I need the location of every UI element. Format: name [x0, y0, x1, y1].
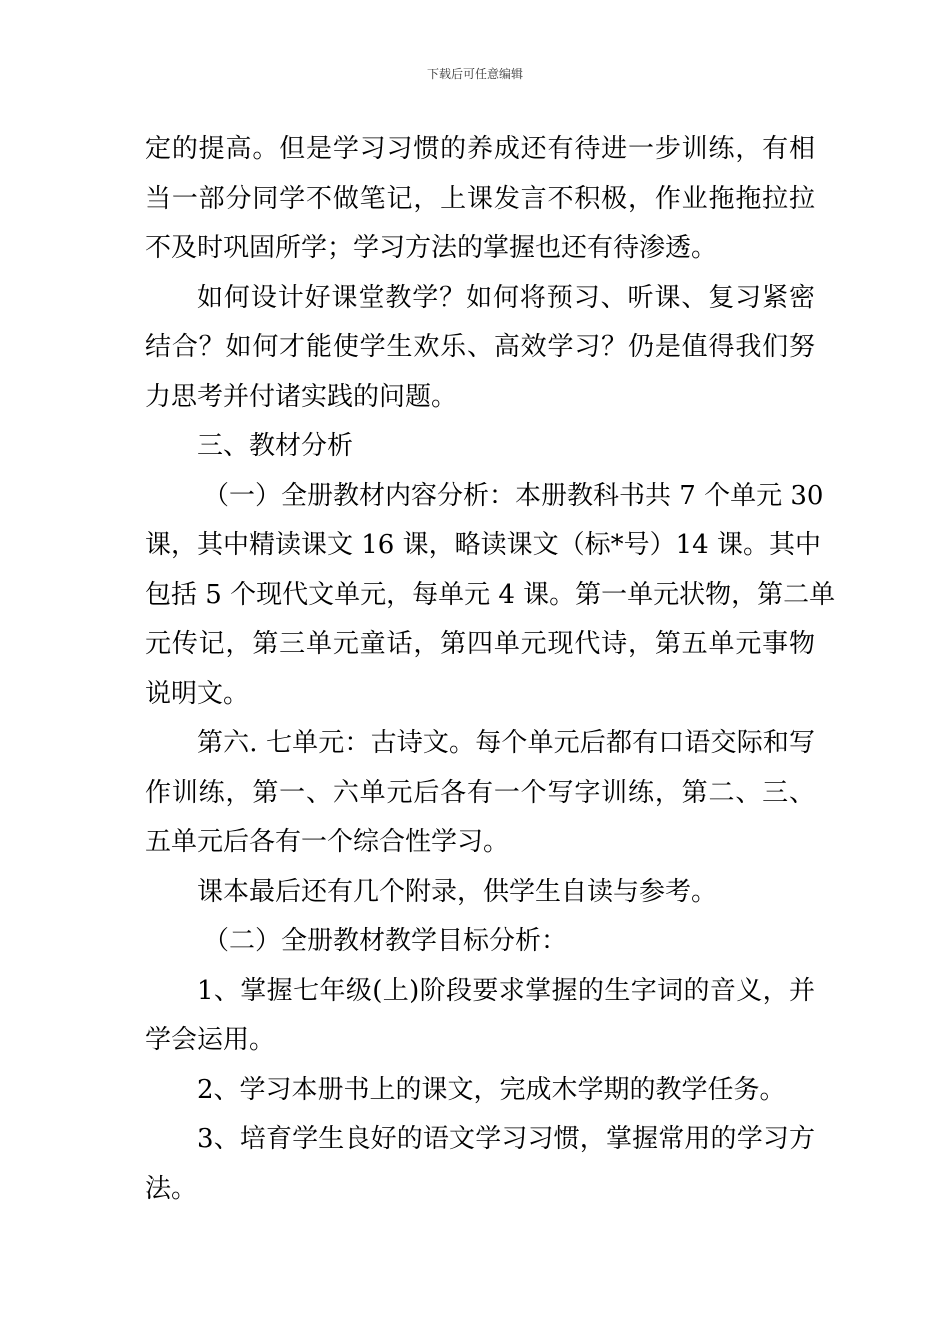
section-heading: 三、教材分析: [197, 431, 354, 461]
text-line: 五单元后各有一个综合性学习。: [145, 827, 510, 857]
text-line: 当一部分同学不做笔记，上课发言不积极，作业拖拖拉拉: [145, 183, 815, 214]
list-item-line: 法。: [145, 1173, 198, 1204]
text-line: 作训练，第一、六单元后各有一个写字训练，第二、三、: [145, 777, 815, 808]
document-body: [145, 125, 836, 1214]
text-line: 第六. 七单元：古诗文。每个单元后都有口语交际和写: [197, 728, 815, 758]
text-line: 包括 5 个现代文单元，每单元 4 课。第一单元状物，第二单: [145, 579, 836, 610]
list-item-line: 3、培育学生良好的语文学习习惯，掌握常用的学习方: [197, 1124, 815, 1154]
text-line: （一）全册教材内容分析：本册教科书共 7 个单元 30: [203, 480, 824, 511]
text-line: 说明文。: [145, 678, 250, 709]
text-line: 如何设计好课堂教学？如何将预习、听课、复习紧密: [197, 282, 815, 313]
text-line: 定的提高。但是学习习惯的养成还有待进一步训练，有相: [145, 134, 815, 164]
text-line: 元传记，第三单元童话，第四单元现代诗，第五单元事物: [145, 629, 815, 659]
page-header: 下载后可任意编辑: [426, 67, 523, 81]
text-line: （二）全册教材教学目标分析：: [203, 926, 568, 956]
list-item-line: 学会运用。: [145, 1025, 276, 1055]
text-line: 课，其中精读课文 16 课，略读课文（标*号）14 课。其中: [145, 530, 821, 560]
list-item-line: 1、掌握七年级(上)阶段要求掌握的生字词的音义，并: [197, 975, 815, 1006]
text-line: 不及时巩固所学；学习方法的掌握也还有待渗透。: [145, 233, 718, 263]
text-line: 力思考并付诸实践的问题。: [145, 381, 458, 412]
text-line: 课本最后还有几个附录，供学生自读与参考。: [197, 876, 718, 907]
text-line: 结合？如何才能使学生欢乐、高效学习？仍是值得我们努: [145, 332, 815, 362]
list-item-line: 2、学习本册书上的课文，完成木学期的教学任务。: [197, 1074, 786, 1105]
